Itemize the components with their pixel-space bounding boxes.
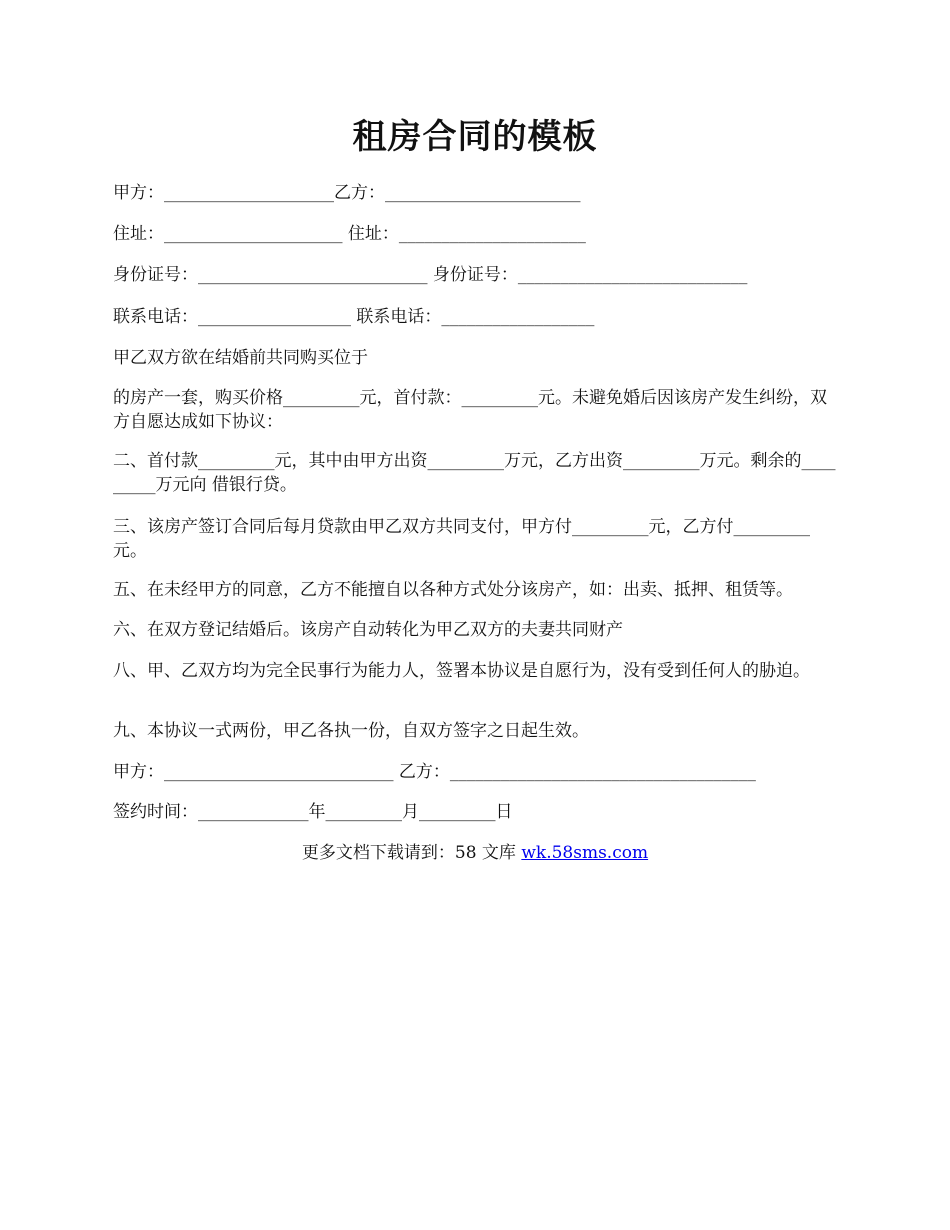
phone-line: 联系电话：__________________ 联系电话：__________________ <box>113 307 595 327</box>
clause-eight: 八、甲、乙双方均为完全民事行为能力人，签署本协议是自愿行为，没有受到任何人的胁迫。 <box>113 661 810 681</box>
purchase-paragraph: 的房产一套，购买价格_________元，首付款：_________元。未避免婚后因该房产发生纠纷，双方自愿达成如下协议： <box>113 388 827 432</box>
footer-text: 更多文档下载请到：58 文库 <box>301 843 522 863</box>
clause-six: 六、在双方登记结婚后。该房产自动转化为甲乙双方的夫妻共同财产 <box>113 620 623 640</box>
signature-line: 甲方：___________________________ 乙方：____________________________________ <box>113 762 756 782</box>
footer <box>0 841 950 865</box>
party-name-line: 甲方：____________________乙方：_______________________ <box>113 183 581 203</box>
intro-line: 甲乙双方欲在结婚前共同购买位于 <box>113 348 368 368</box>
footer-link[interactable]: wk.58sms.com <box>521 843 649 863</box>
clause-nine: 九、本协议一式两份，甲乙各执一份，自双方签字之日起生效。 <box>113 721 589 741</box>
clause-two: 二、首付款_________元，其中由甲方出资_________万元，乙方出资_________万元。剩余的_________万元向 借银行贷。 <box>113 451 836 495</box>
address-line: 住址：_____________________ 住址：______________________ <box>113 224 586 244</box>
clause-five: 五、在未经甲方的同意，乙方不能擅自以各种方式处分该房产，如：出卖、抵押、租赁等。 <box>113 580 793 600</box>
id-number-line: 身份证号：___________________________ 身份证号：___________________________ <box>113 265 748 285</box>
document-title: 租房合同的模板 <box>352 117 598 157</box>
signing-date-line: 签约时间：_____________年_________月_________日 <box>113 802 513 822</box>
clause-three: 三、该房产签订合同后每月贷款由甲乙双方共同支付，甲方付_________元，乙方付_________元。 <box>113 517 810 561</box>
